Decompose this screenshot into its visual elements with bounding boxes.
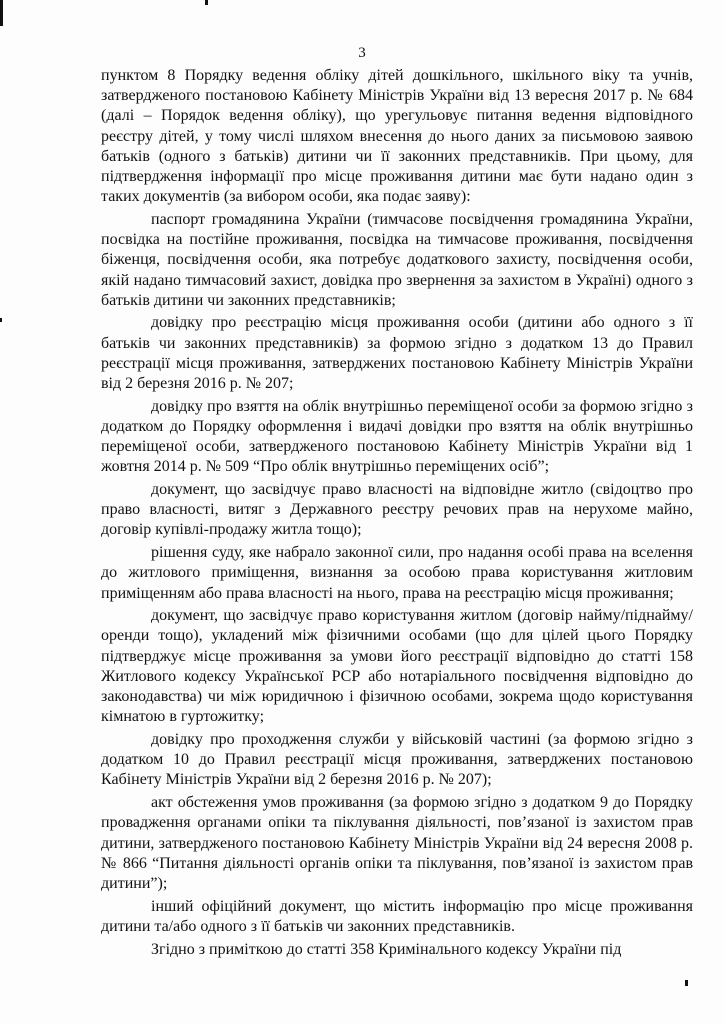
page-number: 3 bbox=[358, 45, 366, 61]
paragraph: документ, що засвідчує право власності на відповідне житло (свідоцтво про право власності, витяг з Державного реєстру речових прав на нерухоме майно, договір купівлі-продажу житла тощо); bbox=[101, 481, 693, 539]
paragraph: документ, що засвідчує право користування житлом (договір найму/піднайму/оренди тощо), укладений між фізичними особами (що для цілей цього Порядку підтверджує місце проживання за умови його реєстрації відповідно до статті 158 Житлового кодексу Української РСР або нотаріального посвідчення відповідно до законодавства) чи між юридичною і фізичною особами, зокрема щодо користування кімнатою в гуртожитку; bbox=[101, 607, 693, 726]
paragraph: акт обстеження умов проживання (за формою згідно з додатком 9 до Порядку провадження органами опіки та піклування діяльності, пов’язаної із захистом прав дитини, затвердженого постановою Кабінету Міністрів України від 24 вересня 2008 р. № 866 “Питання діяльності органів опіки та піклування, пов’язаної із захистом прав дитини”); bbox=[101, 794, 693, 892]
paragraph: довідку про проходження служби у військовій частині (за формою згідно з додатком 10 до Правил реєстрації місця проживання, затверджених постановою Кабінету Міністрів України від 2 березня 2016 р. № 207); bbox=[101, 731, 693, 789]
scan-artifact-mark bbox=[0, 0, 3, 26]
paragraph: довідку про взяття на облік внутрішньо переміщеної особи за формою згідно з додатком до Порядку оформлення і видачі довідки про взяття на облік внутрішньо переміщеної особи, затвердженого постановою Кабінету Міністрів України від 1 жовтня 2014 р. № 509 “Про облік внутрішньо переміщених осіб”; bbox=[101, 397, 693, 476]
paragraph: інший офіційний документ, що містить інформацію про місце проживання дитини та/або одного з її батьків чи законних представників. bbox=[101, 897, 693, 935]
paragraph: Згідно з приміткою до статті 358 Кримінального кодексу України під bbox=[151, 940, 622, 958]
document-body bbox=[101, 66, 693, 962]
paragraph: рішення суду, яке набрало законної сили, про надання особі права на вселення до житлового приміщення, визнання за особою права користування житловим приміщенням або права власності на нього, права на реєстрацію місця проживання; bbox=[101, 544, 693, 602]
scan-artifact-mark bbox=[0, 318, 2, 322]
paragraph: довідку про реєстрацію місця проживання особи (дитини або одного з її батьків чи законних представників) за формою згідно з додатком 13 до Правил реєстрації місця проживання, затверджених постановою Кабінету Міністрів України від 2 березня 2016 р. № 207; bbox=[101, 314, 693, 393]
scan-artifact-mark bbox=[205, 0, 208, 5]
paragraph: паспорт громадянина України (тимчасове посвідчення громадянина України, посвідка на постійне проживання, посвідка на тимчасове проживання, посвідчення біженця, посвідчення особи, яка потребує додаткового захисту, посвідчення особи, якій надано тимчасовий захист, довідка про звернення за захистом в Україні) одного з батьків дитини чи законних представників; bbox=[101, 210, 693, 309]
paragraph: пунктом 8 Порядку ведення обліку дітей дошкільного, шкільного віку та учнів, затвердженого постановою Кабінету Міністрів України від 13 вересня 2017 р. № 684 (далі – Порядок ведення обліку), що урегульовує питання ведення відповідного реєстру дітей, у тому числі шляхом внесення до нього даних за письмовою заявою батьків (одного з батьків) дитини чи її законних представників. При цьому, для підтвердження інформації про місце проживання дитини має бути надано один з таких документів (за вибором особи, яка подає заяву): bbox=[101, 67, 693, 206]
scan-artifact-mark bbox=[685, 980, 688, 986]
